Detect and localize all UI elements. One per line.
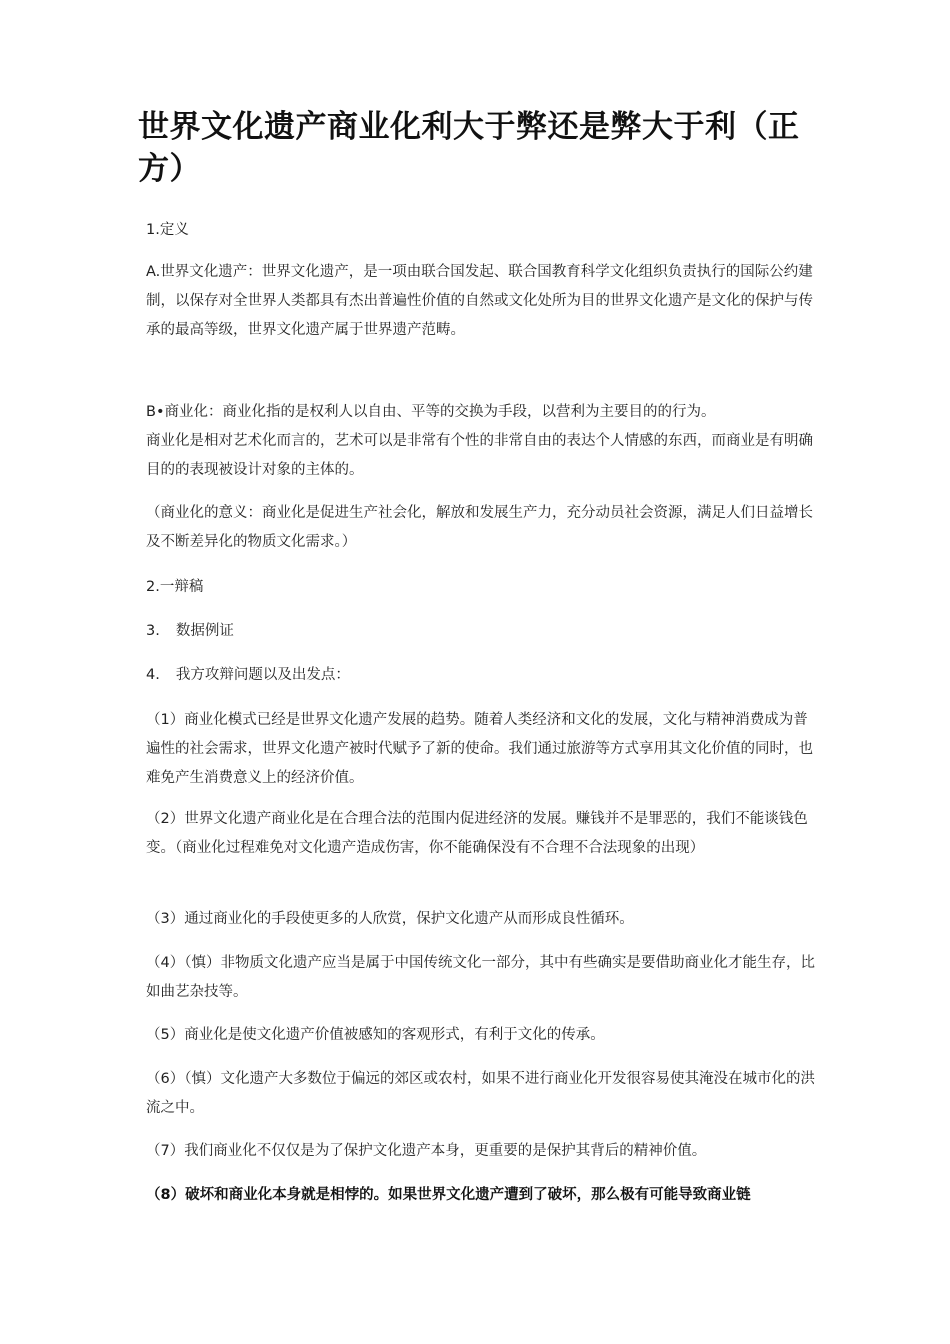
point-7-paragraph: （7）我们商业化不仅仅是为了保护文化遗产本身，更重要的是保护其背后的精神价值。	[146, 1143, 707, 1159]
page-title: 世界文化遗产商业化利大于弊还是弊大于利（正方）	[138, 109, 800, 187]
section-3-label: 数据例证	[175, 623, 234, 639]
section-3-number: 3.	[146, 623, 160, 639]
point-8-paragraph: （8）破坏和商业化本身就是相悖的。如果世界文化遗产遭到了破坏，那么极有可能导致商业链	[146, 1187, 751, 1203]
section-2-label: 一辩稿	[159, 579, 204, 595]
definition-b-paragraph: B•商业化：商业化指的是权利人以自由、平等的交换为手段，以营利为主要目的的行为。	[146, 404, 716, 420]
section-3-heading	[146, 617, 820, 646]
section-1-label: 定义	[159, 222, 189, 238]
point-3-paragraph: （3）通过商业化的手段使更多的人欣赏，保护文化遗产从而形成良性循环。	[146, 911, 634, 927]
point-1-paragraph: （1）商业化模式已经是世界文化遗产发展的趋势。随着人类经济和文化的发展，文化与精神消费成为普遍性的社会需求，世界文化遗产被时代赋予了新的使命。我们通过旅游等方式享用其文化价值的同时，也难免产生消费意义上的经济价值。	[146, 712, 813, 786]
section-2-heading	[146, 573, 820, 602]
commercialization-meaning-paragraph: （商业化的意义：商业化是促进生产社会化，解放和发展生产力，充分动员社会资源，满足人们日益增长及不断差异化的物质文化需求。）	[146, 505, 813, 550]
section-4-label: 我方攻辩问题以及出发点：	[175, 667, 350, 683]
definition-a-paragraph: A.世界文化遗产：世界文化遗产，是一项由联合国发起、联合国教育科学文化组织负责执行的国际公约建制，以保存对全世界人类都具有杰出普遍性价值的自然或文化处所为目的世界文化遗产是文化的保护与传承的最高等级，世界文化遗产属于世界遗产范畴。	[146, 264, 813, 338]
section-4-heading	[146, 661, 820, 690]
section-1-heading	[146, 216, 820, 245]
section-4-number: 4.	[146, 667, 160, 683]
point-2-paragraph: （2）世界文化遗产商业化是在合理合法的范围内促进经济的发展。赚钱并不是罪恶的，我们不能谈钱色变。（商业化过程难免对文化遗产造成伤害，你不能确保没有不合理不合法现象的出现）	[146, 811, 808, 856]
commercialization-vs-art-paragraph: 商业化是相对艺术化而言的，艺术可以是非常有个性的非常自由的表达个人情感的东西，而商业是有明确目的的表现被设计对象的主体的。	[146, 433, 813, 478]
point-4-paragraph: （4）（慎）非物质文化遗产应当是属于中国传统文化一部分，其中有些确实是要借助商业化才能生存，比如曲艺杂技等。	[146, 955, 815, 1000]
section-2-number: 2.	[146, 579, 160, 595]
section-1-number: 1.	[146, 222, 160, 238]
point-5-paragraph: （5）商业化是使文化遗产价值被感知的客观形式，有利于文化的传承。	[146, 1027, 605, 1043]
point-6-paragraph: （6）（慎）文化遗产大多数位于偏远的郊区或农村，如果不进行商业化开发很容易使其淹没在城市化的洪流之中。	[146, 1071, 815, 1116]
